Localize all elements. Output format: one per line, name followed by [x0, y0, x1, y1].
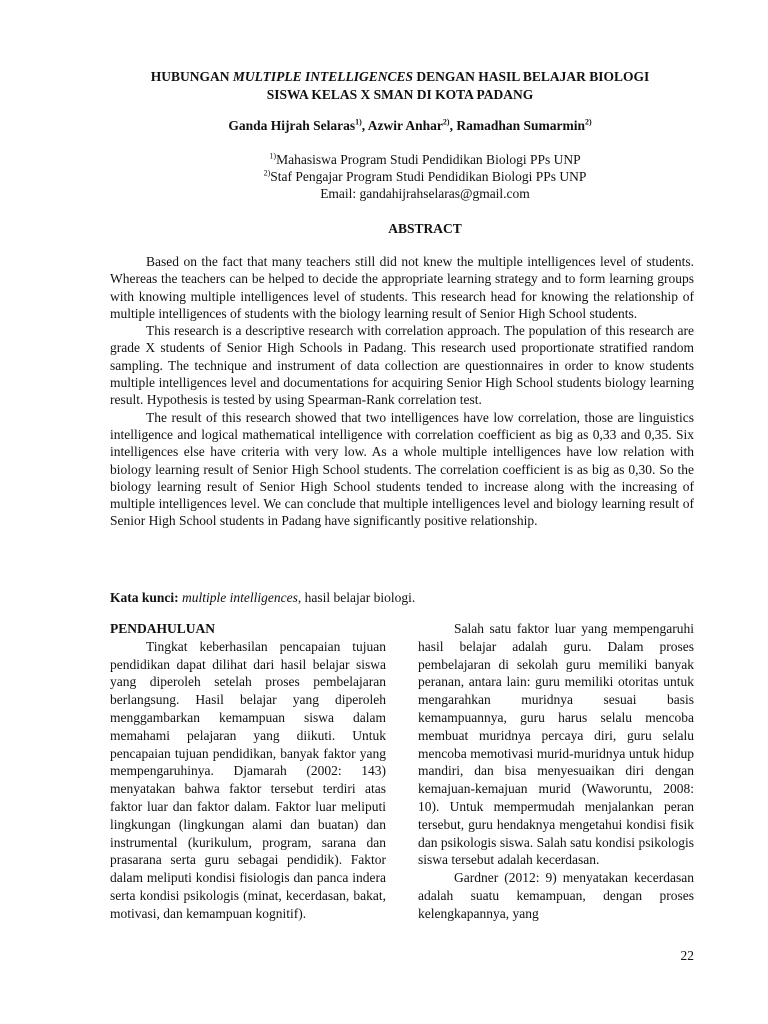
- keywords: Kata kunci: multiple intelligences, hasil belajar biologi.: [110, 590, 416, 605]
- page-number: 22: [680, 948, 694, 963]
- abstract-heading: ABSTRACT: [388, 221, 462, 236]
- title-italic: MULTIPLE INTELLIGENCES: [232, 69, 413, 84]
- body-paragraph: Tingkat keberhasilan pencapaian tujuan pendidikan dapat dilihat dari hasil belajar siswa yang diperoleh setelah proses pembelajaran berlangsung. Hasil belajar yang diperoleh menggambarkan kemampuan siswa dalam memahami pelajaran yang diikuti. Untuk pencapaian tujuan pendidikan, banyak faktor yang mempengaruhinya. Djamarah (2002: 143) menyatakan bahwa faktor tersebut terdiri atas faktor luar dan faktor dalam. Faktor luar meliputi lingkungan (lingkungan alami dan buatan) dan instrumental (kurikulum, program, sarana dan prasarana serta guru sebagai pendidik). Faktor dalam meliputi kondisi fisiologis dan panca indera serta kondisi psikologis (minat, kecerdasan, bakat, motivasi, dan kemampuan kognitif).: [110, 638, 386, 921]
- abstract-body: [110, 253, 694, 530]
- author-list: [100, 118, 720, 134]
- title-line-1: HUBUNGAN MULTIPLE INTELLIGENCES DENGAN HASIL BELAJAR BIOLOGI: [150, 69, 650, 84]
- body-paragraph: Gardner (2012: 9) menyatakan kecerdasan adalah suatu kemampuan, dengan proses kelengkapannya, yang: [418, 870, 694, 921]
- section-heading: PENDAHULUAN: [110, 621, 216, 636]
- title-line-2: SISWA KELAS X SMAN DI KOTA PADANG: [266, 87, 534, 102]
- abstract-paragraph: This research is a descriptive research with correlation approach. The population of this research are grade X students of Senior High Schools in Padang. This research used proportionate stratified random sampling. The technique and instrument of data collection are questionnaires in order to know students multiple intelligences level and documentations for acquiring Senior High School students biology learning result. Hypothesis is tested by using Spearman-Rank correlation test.: [110, 323, 694, 408]
- abstract-paragraph: Based on the fact that many teachers still did not knew the multiple intelligences level of students. Whereas the teachers can be helped to decide the appropriate learning strategy and to form learning groups with knowing multiple intelligences level of students. This research head for knowing the relationship of multiple intelligences of students with the biology learning result of Senior High School students.: [110, 254, 694, 321]
- affiliation-2: $^{2)}$Staf Pengajar Program Studi Pendidikan Biologi PPs UNP: [263, 168, 587, 184]
- author: Ramadhan Sumarmin$^{2)}$: [456, 117, 592, 133]
- paper-title: [100, 68, 700, 104]
- keywords-label: Kata kunci:: [110, 590, 179, 605]
- abstract-paragraph: The result of this research showed that two intelligences have low correlation, those are linguistics intelligence and logical mathematical intelligence with correlation coefficient as big as 0,33 and 0,35. Six intelligences else have criteria with very low. As a whole multiple intelligences have low relation with biology learning result of Senior High School students. The correlation coefficient is as big as 0,30. So the biology learning result of Senior High School students tended to increase along with the increasing of multiple intelligences level. We can conclude that multiple intelligences level and biology learning result of Senior High School students in Padang have significantly positive relationship.: [110, 409, 694, 529]
- body-paragraph: Salah satu faktor luar yang mempengaruhi hasil belajar adalah guru. Dalam proses pembelajaran di sekolah guru memiliki banyak peranan, antara lain: guru memiliki otoritas untuk mengarahkan muridnya sesuai basis kemampuannya, guru harus selalu mencoba membuat muridnya percaya diri, guru selalu mencoba memotivasi murid-muridnya untuk hidup mandiri, dan bisa menyesuaikan diri dengan kemajuan-kemajuan murid (Waworuntu, 2008: 10). Untuk mempermudah menjalankan peran tersebut, guru hendaknya mengetahui kondisi fisik dan psikologis siswa. Salah satu kondisi psikologis siswa tersebut adalah kecerdasan.: [418, 621, 694, 868]
- author-email: Email: gandahijrahselaras@gmail.com: [320, 186, 530, 201]
- affiliations: [180, 151, 670, 202]
- affiliation-1: $^{1)}$Mahasiswa Program Studi Pendidikan Biologi PPs UNP: [269, 151, 581, 167]
- left-column: [110, 620, 386, 923]
- keywords-italic: multiple intelligences: [182, 590, 298, 605]
- author: Azwir Anhar$^{2)}$,: [367, 117, 457, 133]
- right-column: [418, 620, 694, 923]
- author: Ganda Hijrah Selaras$^{1)}$,: [228, 117, 368, 133]
